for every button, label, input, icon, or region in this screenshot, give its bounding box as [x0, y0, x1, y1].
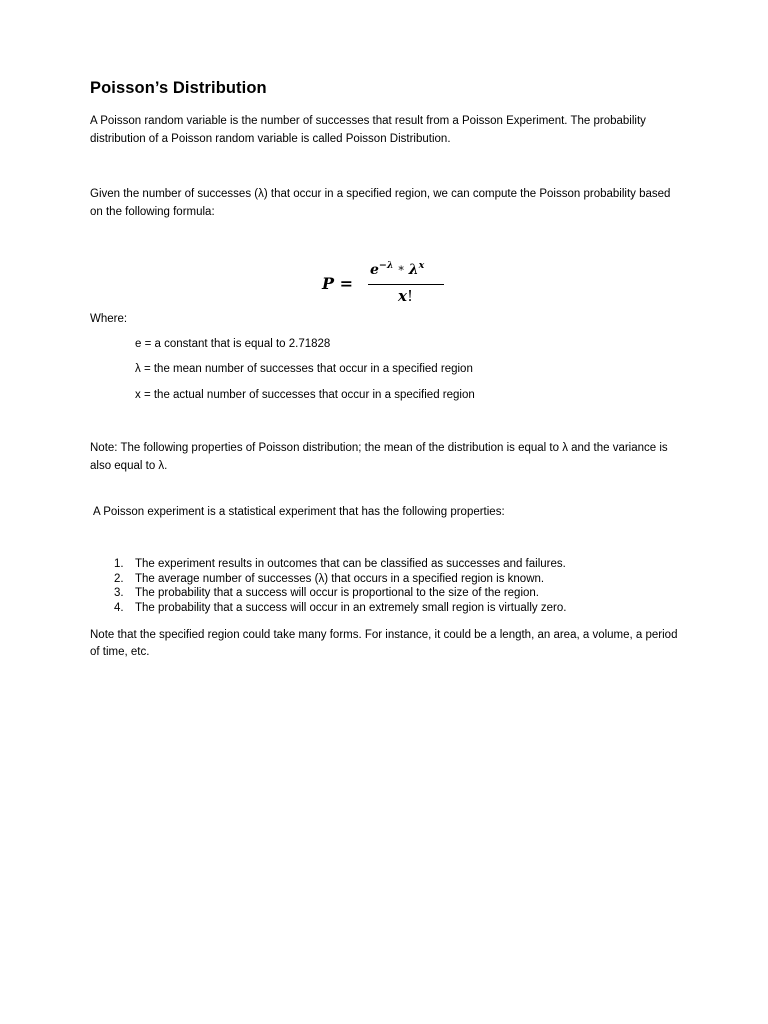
list-number: 4. [114, 601, 124, 614]
list-text: The probability that a success will occur is proportional to the size of the region. [135, 587, 539, 600]
intro-paragraph: A Poisson random variable is the number of successes that result from a Poisson Experiment. The probability distribution of a Poisson random variable is called Poisson Distribution. [90, 115, 646, 145]
list-number: 2. [114, 572, 124, 585]
formula-operator: * [398, 264, 404, 277]
closing-paragraph: Note that the specified region could take many forms. For instance, it could be a length, an area, a volume, a period of time, etc. [90, 629, 678, 658]
list-text: The experiment results in outcomes that can be classified as successes and failures. [135, 558, 566, 570]
formula-factorial: ! [406, 287, 413, 305]
page-title: Poisson’s Distribution [90, 79, 267, 97]
formula-numerator [370, 260, 424, 278]
given-paragraph: Given the number of successes (λ) that occur in a specified region, we can compute the Poisson probability based on the following formula: [90, 188, 671, 218]
where-label: Where: [90, 313, 128, 325]
list-item [90, 572, 690, 587]
list-text: The probability that a success will occur in an extremely small region is virtually zero. [135, 601, 567, 614]
definition-e: e = a constant that is equal to 2.71828 [135, 338, 331, 350]
list-item [90, 586, 690, 601]
list-item [90, 557, 690, 572]
formula-lambda: λ [408, 262, 419, 278]
poisson-formula [322, 260, 462, 310]
list-text: The average number of successes (λ) that occurs in a specified region is known. [135, 572, 545, 585]
formula-exponent: −λ [378, 260, 394, 271]
formula-lambda-exponent: x [418, 260, 425, 271]
formula-denominator [398, 287, 413, 305]
note-paragraph: Note: The following properties of Poisson distribution; the mean of the distribution is equal to λ and the variance is also equal to λ. [90, 442, 668, 472]
experiment-intro: A Poisson experiment is a statistical experiment that has the following properties: [93, 506, 505, 518]
formula-base-e: e [370, 262, 379, 278]
formula-den-x: x [398, 287, 407, 305]
definition-lambda: λ = the mean number of successes that occur in a specified region [135, 363, 473, 375]
properties-list [90, 557, 690, 615]
list-item [90, 601, 690, 616]
fraction-bar [368, 284, 444, 285]
formula-lhs: P = [322, 274, 354, 293]
list-number: 3. [114, 587, 124, 600]
definition-x: x = the actual number of successes that occur in a specified region [135, 389, 475, 401]
list-number: 1. [114, 558, 124, 570]
